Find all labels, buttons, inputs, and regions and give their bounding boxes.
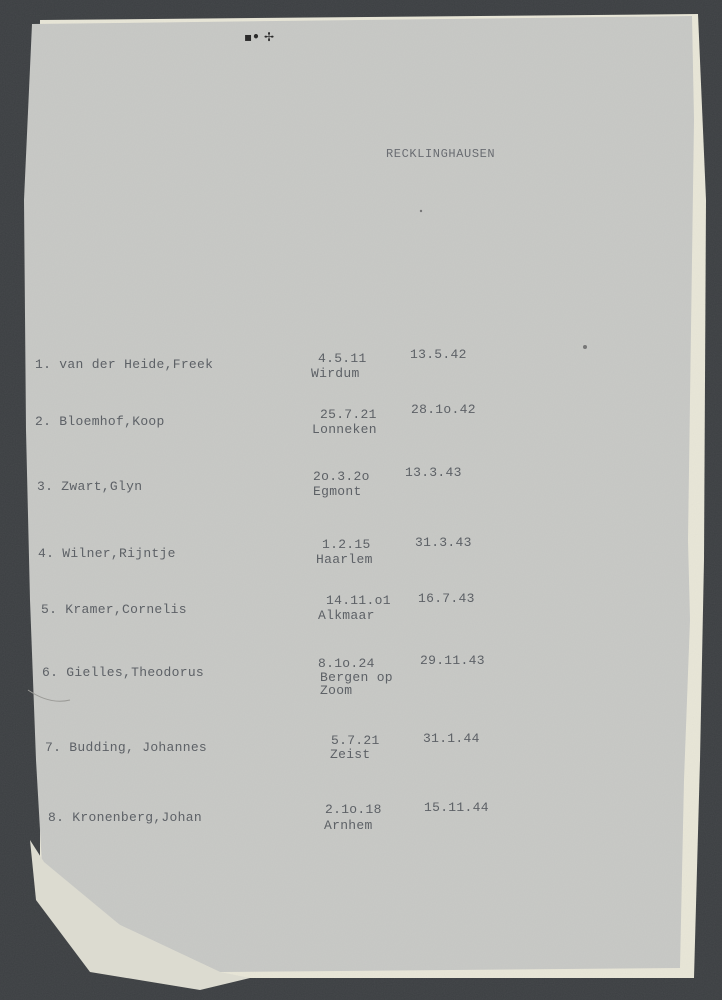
entry-birth-date: 1.2.15	[322, 537, 371, 552]
entry-birth-place: Wirdum	[311, 366, 360, 381]
entry-birth-date: 2.1o.18	[325, 802, 382, 817]
entry-birth-place: Lonneken	[312, 422, 377, 437]
entry-name: 8. Kronenberg,Johan	[48, 810, 202, 825]
entry-birth-place: Bergen op Zoom	[320, 670, 393, 698]
entry-death-date: 31.1.44	[423, 731, 480, 746]
entry-death-date: 28.1o.42	[411, 402, 476, 417]
entry-birth-date: 8.1o.24	[318, 656, 375, 671]
entry-name: 7. Budding, Johannes	[45, 740, 208, 755]
entry-death-date: 13.5.42	[410, 347, 467, 362]
entry-birth-place: Arnhem	[324, 818, 373, 833]
ink-speck	[420, 210, 422, 212]
entry-name: 2. Bloemhof,Koop	[35, 414, 165, 429]
entry-death-date: 13.3.43	[405, 465, 462, 480]
entry-death-date: 16.7.43	[418, 591, 475, 606]
entry-birth-place: Haarlem	[316, 552, 373, 567]
entry-death-date: 31.3.43	[415, 535, 472, 550]
entry-name: 1. van der Heide,Freek	[35, 357, 214, 372]
entry-birth-date: 2o.3.2o	[313, 469, 370, 484]
entry-birth-date: 5.7.21	[331, 733, 380, 748]
entry-birth-place: Alkmaar	[318, 608, 375, 623]
entry-death-date: 29.11.43	[420, 653, 485, 668]
entry-birth-place: Egmont	[313, 484, 362, 499]
ink-speck	[583, 345, 587, 349]
entry-birth-date: 14.11.o1	[326, 593, 391, 608]
entry-birth-place: Zeist	[330, 747, 371, 762]
entry-name: 6. Gielles,Theodorus	[42, 665, 205, 680]
document-title: RECKLINGHAUSEN	[386, 147, 496, 161]
entry-name: 3. Zwart,Glyn	[37, 479, 143, 494]
entry-birth-date: 4.5.11	[318, 351, 367, 366]
corner-mark: ▪• ✢	[244, 30, 275, 44]
entry-birth-date: 25.7.21	[320, 407, 377, 422]
entry-name: 4. Wilner,Rijntje	[38, 546, 176, 561]
entry-death-date: 15.11.44	[424, 800, 489, 815]
entry-name: 5. Kramer,Cornelis	[41, 602, 187, 617]
